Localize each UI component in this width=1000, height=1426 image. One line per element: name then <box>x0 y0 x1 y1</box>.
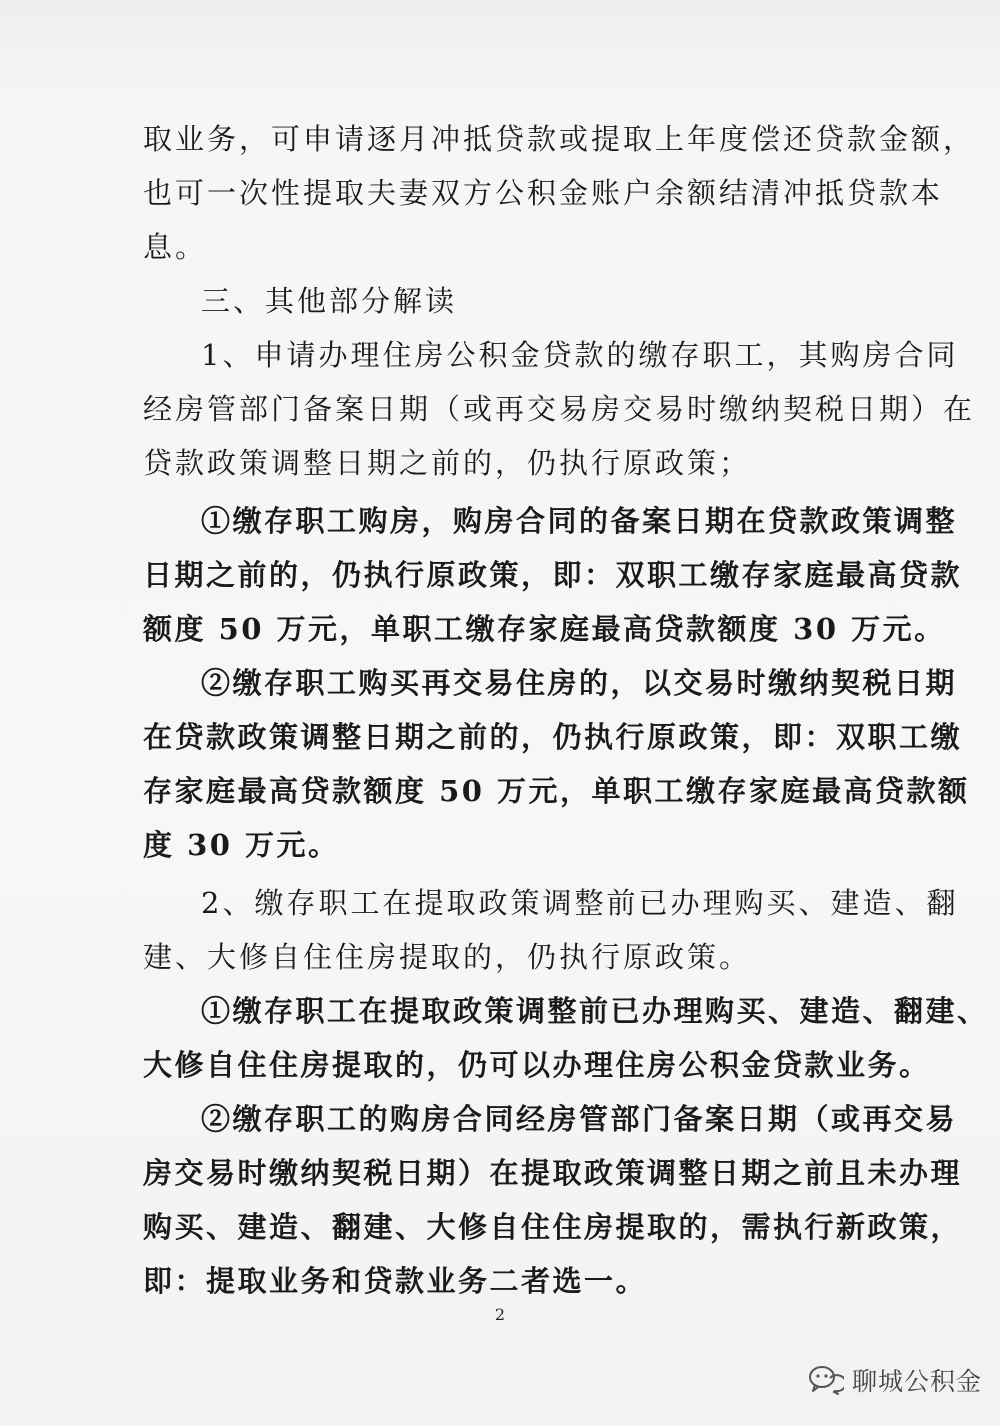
text-line: ②缴存职工的购房合同经房管部门备案日期（或再交易 <box>201 1102 958 1136</box>
watermark-text: 聊城公积金 <box>852 1367 983 1396</box>
document-body <box>143 112 989 1308</box>
paragraph-item-1-sub-1 <box>143 494 963 656</box>
text-line: ①缴存职工在提取政策调整前已办理购买、建造、翻建、 <box>201 994 989 1028</box>
text-line: 日期之前的，仍执行原政策，即：双职工缴存家庭最高贷款 <box>143 558 963 592</box>
text-line: 即：提取业务和贷款业务二者选一。 <box>143 1264 648 1298</box>
text-line: 贷款政策调整日期之前的，仍执行原政策； <box>143 446 752 480</box>
text-line: 经房管部门备案日期（或再交易房交易时缴纳契税日期）在 <box>143 392 976 426</box>
text-line: 在贷款政策调整日期之前的，仍执行原政策，即：双职工缴 <box>143 720 963 754</box>
text-line: 建、大修自住住房提取的，仍执行原政策。 <box>143 940 752 974</box>
text-line: 息。 <box>143 230 208 264</box>
watermark <box>808 1360 982 1400</box>
text-line: 购买、建造、翻建、大修自住住房提取的，需执行新政策， <box>143 1210 963 1244</box>
text-line: ②缴存职工购买再交易住房的，以交易时缴纳契税日期 <box>201 666 958 700</box>
section-heading <box>143 274 878 328</box>
paragraph-item-1-sub-2 <box>143 656 970 872</box>
paragraph-item-2-sub-1 <box>143 984 989 1092</box>
paragraph-continuation <box>143 112 976 274</box>
text-line: 存家庭最高贷款额度 50 万元，单职工缴存家庭最高贷款额 <box>143 774 970 808</box>
text-line: 2、缴存职工在提取政策调整前已办理购买、建造、翻 <box>201 886 959 920</box>
paragraph-item-2-sub-2 <box>143 1092 963 1308</box>
text-line: 取业务，可申请逐月冲抵贷款或提取上年度偿还贷款金额， <box>143 122 976 156</box>
wechat-icon <box>808 1364 844 1396</box>
text-line: 大修自住住房提取的，仍可以办理住房公积金贷款业务。 <box>143 1048 931 1082</box>
paragraph-item-2 <box>143 876 959 984</box>
heading-text: 三、其他部分解读 <box>201 284 458 318</box>
text-line: 额度 50 万元，单职工缴存家庭最高贷款额度 30 万元。 <box>143 612 946 646</box>
text-line: 也可一次性提取夫妻双方公积金账户余额结清冲抵贷款本 <box>143 176 944 210</box>
page-number: 2 <box>494 1305 506 1324</box>
paragraph-item-1 <box>143 328 976 490</box>
text-line: ①缴存职工购房，购房合同的备案日期在贷款政策调整 <box>201 504 958 538</box>
text-line: 度 30 万元。 <box>143 828 340 862</box>
text-line: 1、申请办理住房公积金贷款的缴存职工，其购房合同 <box>201 338 959 372</box>
text-line: 房交易时缴纳契税日期）在提取政策调整日期之前且未办理 <box>143 1156 963 1190</box>
